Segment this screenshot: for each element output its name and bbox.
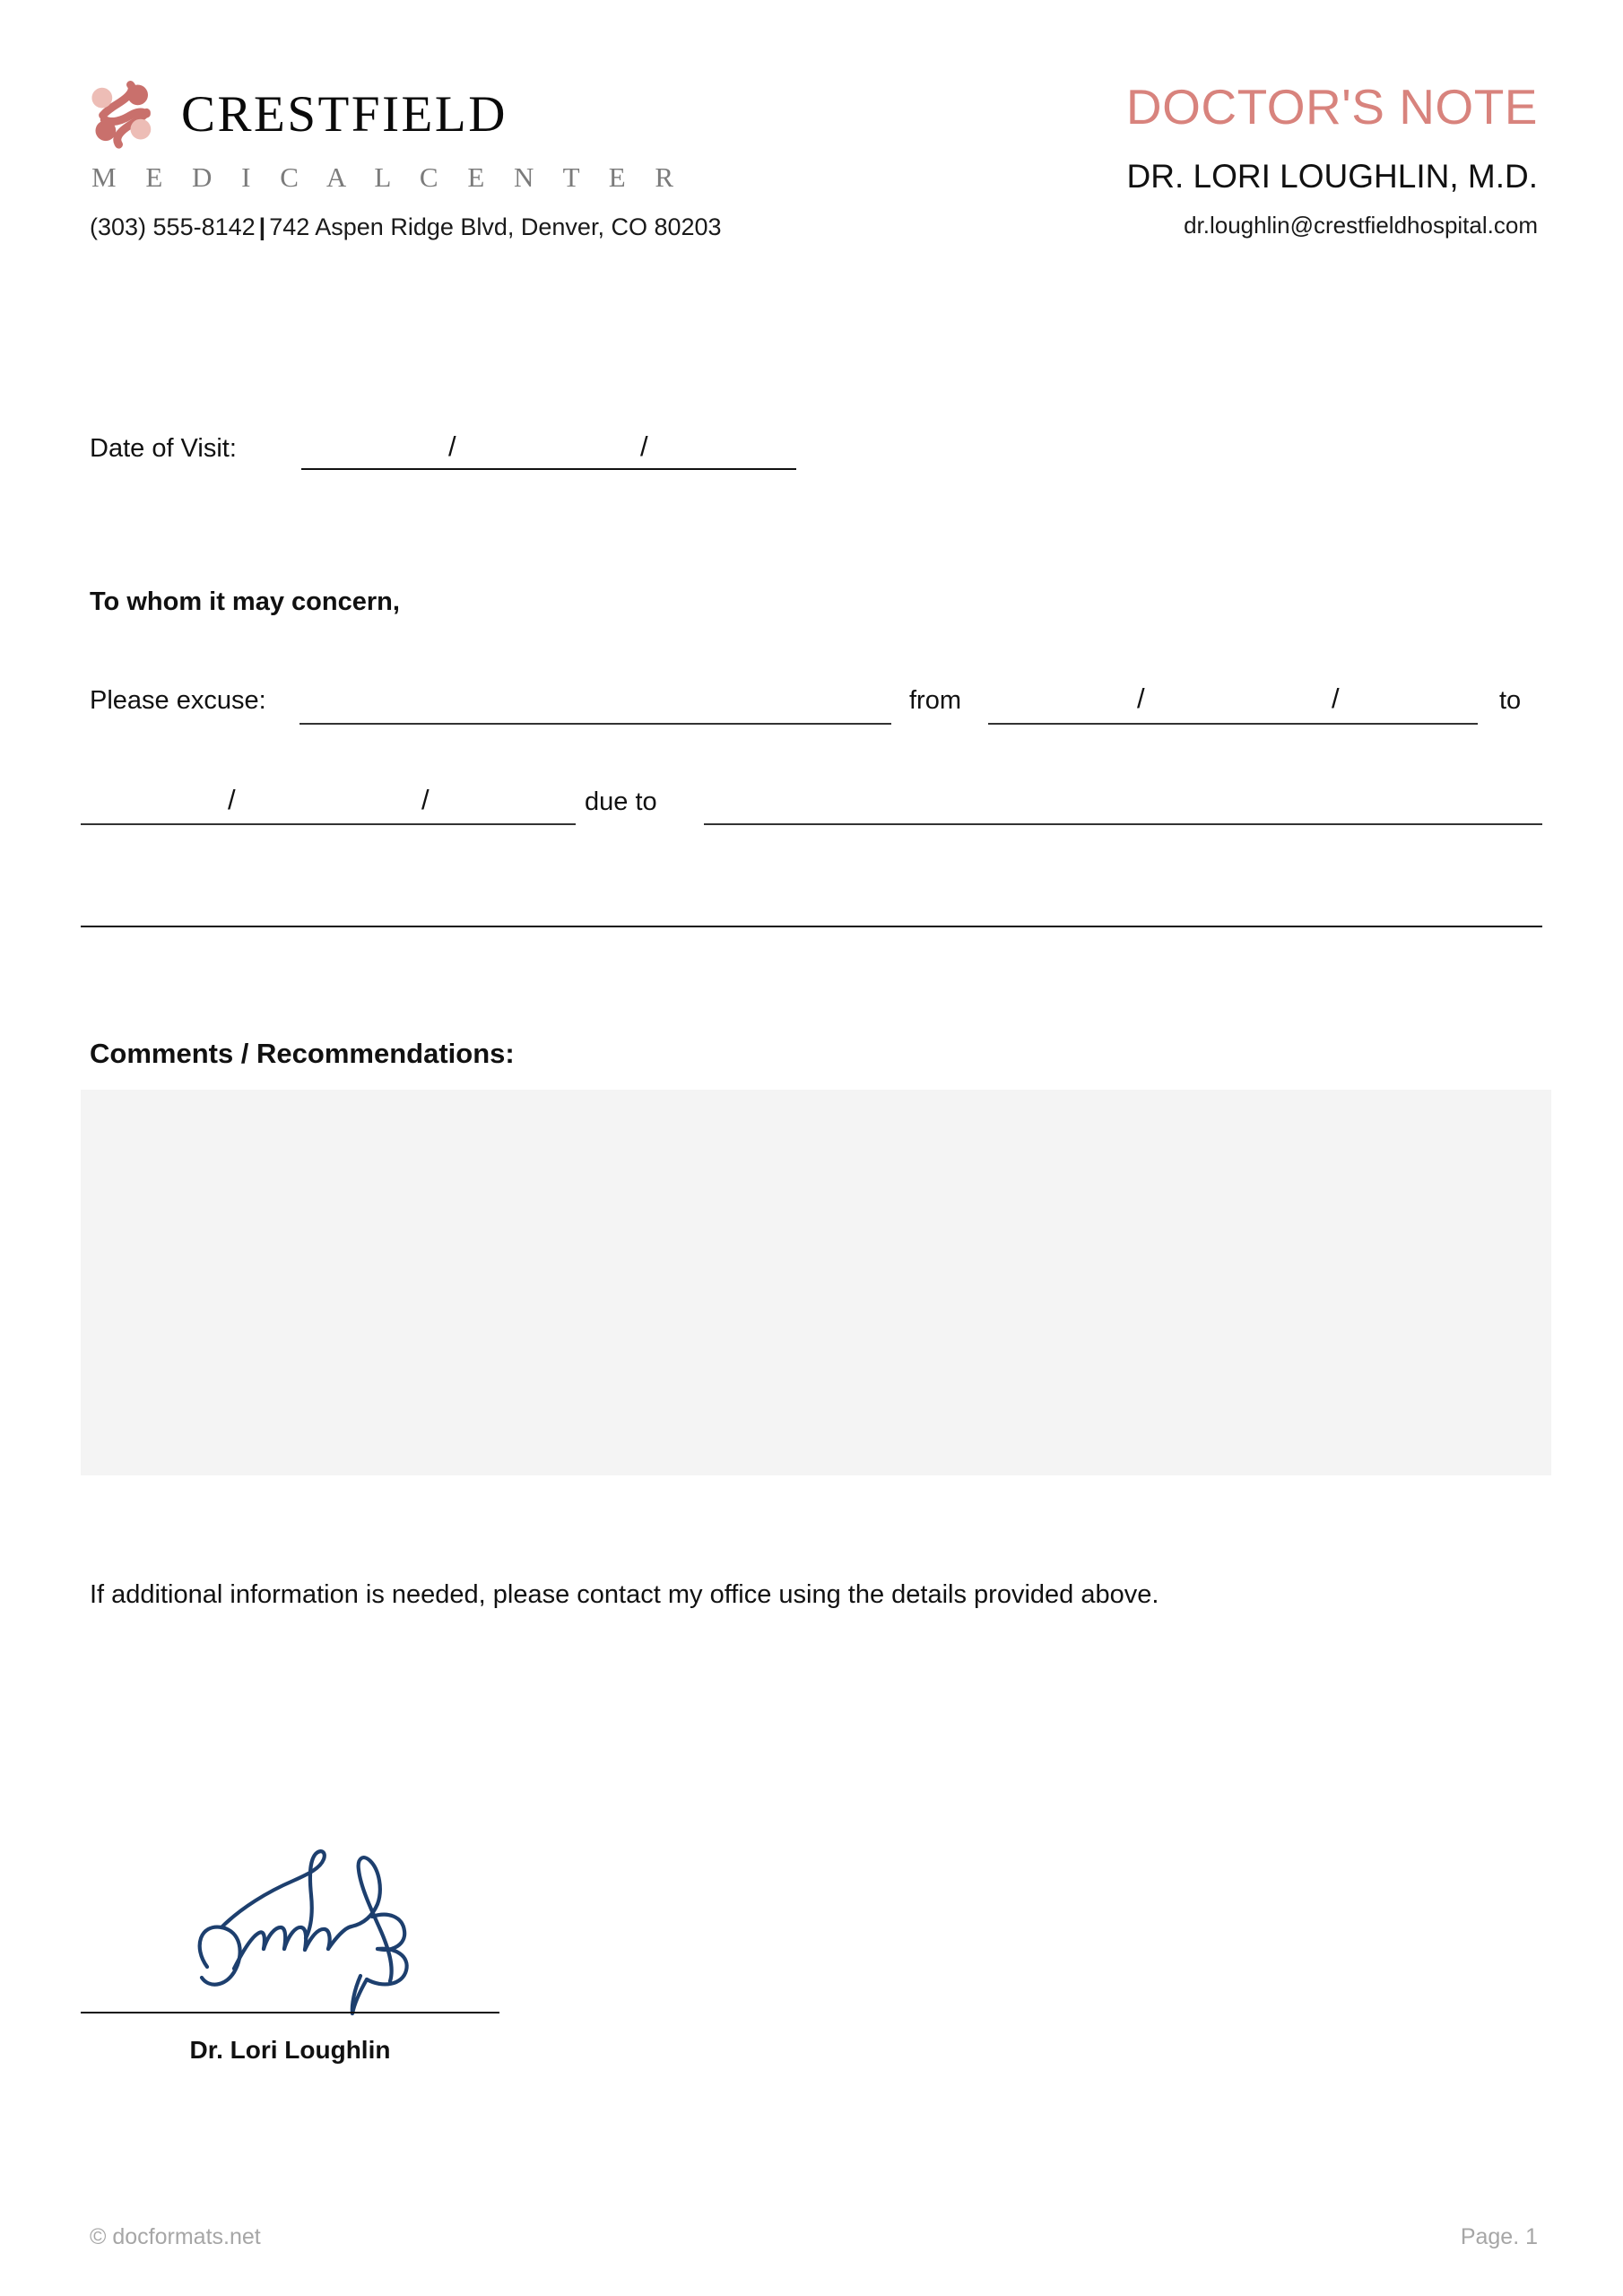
patient-name-input[interactable] <box>299 723 891 725</box>
contact-note: If additional information is needed, please contact my office using the details provided above. <box>90 1580 1159 1609</box>
to-date-slash-2: / <box>421 784 430 815</box>
page-title: DOCTOR'S NOTE <box>1125 79 1538 135</box>
signature-line <box>81 2012 499 2013</box>
from-label: from <box>909 686 961 715</box>
clinic-name: CRESTFIELD <box>181 85 508 143</box>
from-date-slash-1: / <box>1137 683 1145 714</box>
to-date-slash-1: / <box>228 784 236 815</box>
doctor-name: DR. LORI LOUGHLIN, M.D. <box>1126 158 1538 195</box>
clinic-branding <box>88 79 716 194</box>
date-of-visit-slash-1: / <box>448 430 456 462</box>
signature-name: Dr. Lori Loughlin <box>189 2036 391 2064</box>
please-excuse-label: Please excuse: <box>90 686 266 715</box>
comments-input[interactable] <box>81 1090 1551 1475</box>
date-of-visit-label: Date of Visit: <box>90 434 237 463</box>
clinic-phone: (303) 555-8142 <box>90 213 256 240</box>
clinic-name-row <box>88 79 716 149</box>
pinwheel-people-logo-icon <box>88 79 161 149</box>
from-date-slash-2: / <box>1332 683 1340 714</box>
to-label: to <box>1499 686 1522 715</box>
date-of-visit-slash-2: / <box>640 430 648 462</box>
date-of-visit-input[interactable] <box>301 468 796 470</box>
clinic-subtitle: M E D I C A L C E N T E R <box>91 161 685 193</box>
document-header <box>0 0 1623 269</box>
footer-page-number: Page. 1 <box>1460 2224 1538 2249</box>
footer-copyright: © docformats.net <box>90 2224 261 2249</box>
contact-separator: | <box>258 213 266 240</box>
due-to-overflow-input[interactable] <box>81 926 1542 927</box>
clinic-contact-line <box>90 213 722 241</box>
clinic-address: 742 Aspen Ridge Blvd, Denver, CO 80203 <box>269 213 722 240</box>
due-to-label: due to <box>585 787 657 816</box>
from-date-input[interactable] <box>988 723 1478 725</box>
salutation: To whom it may concern, <box>90 587 400 616</box>
doctor-email: dr.loughlin@crestfieldhospital.com <box>1184 212 1538 239</box>
handwritten-signature-icon <box>175 1834 462 2018</box>
due-to-input[interactable] <box>704 823 1542 825</box>
to-date-input[interactable] <box>81 823 576 825</box>
comments-heading: Comments / Recommendations: <box>90 1038 515 1069</box>
